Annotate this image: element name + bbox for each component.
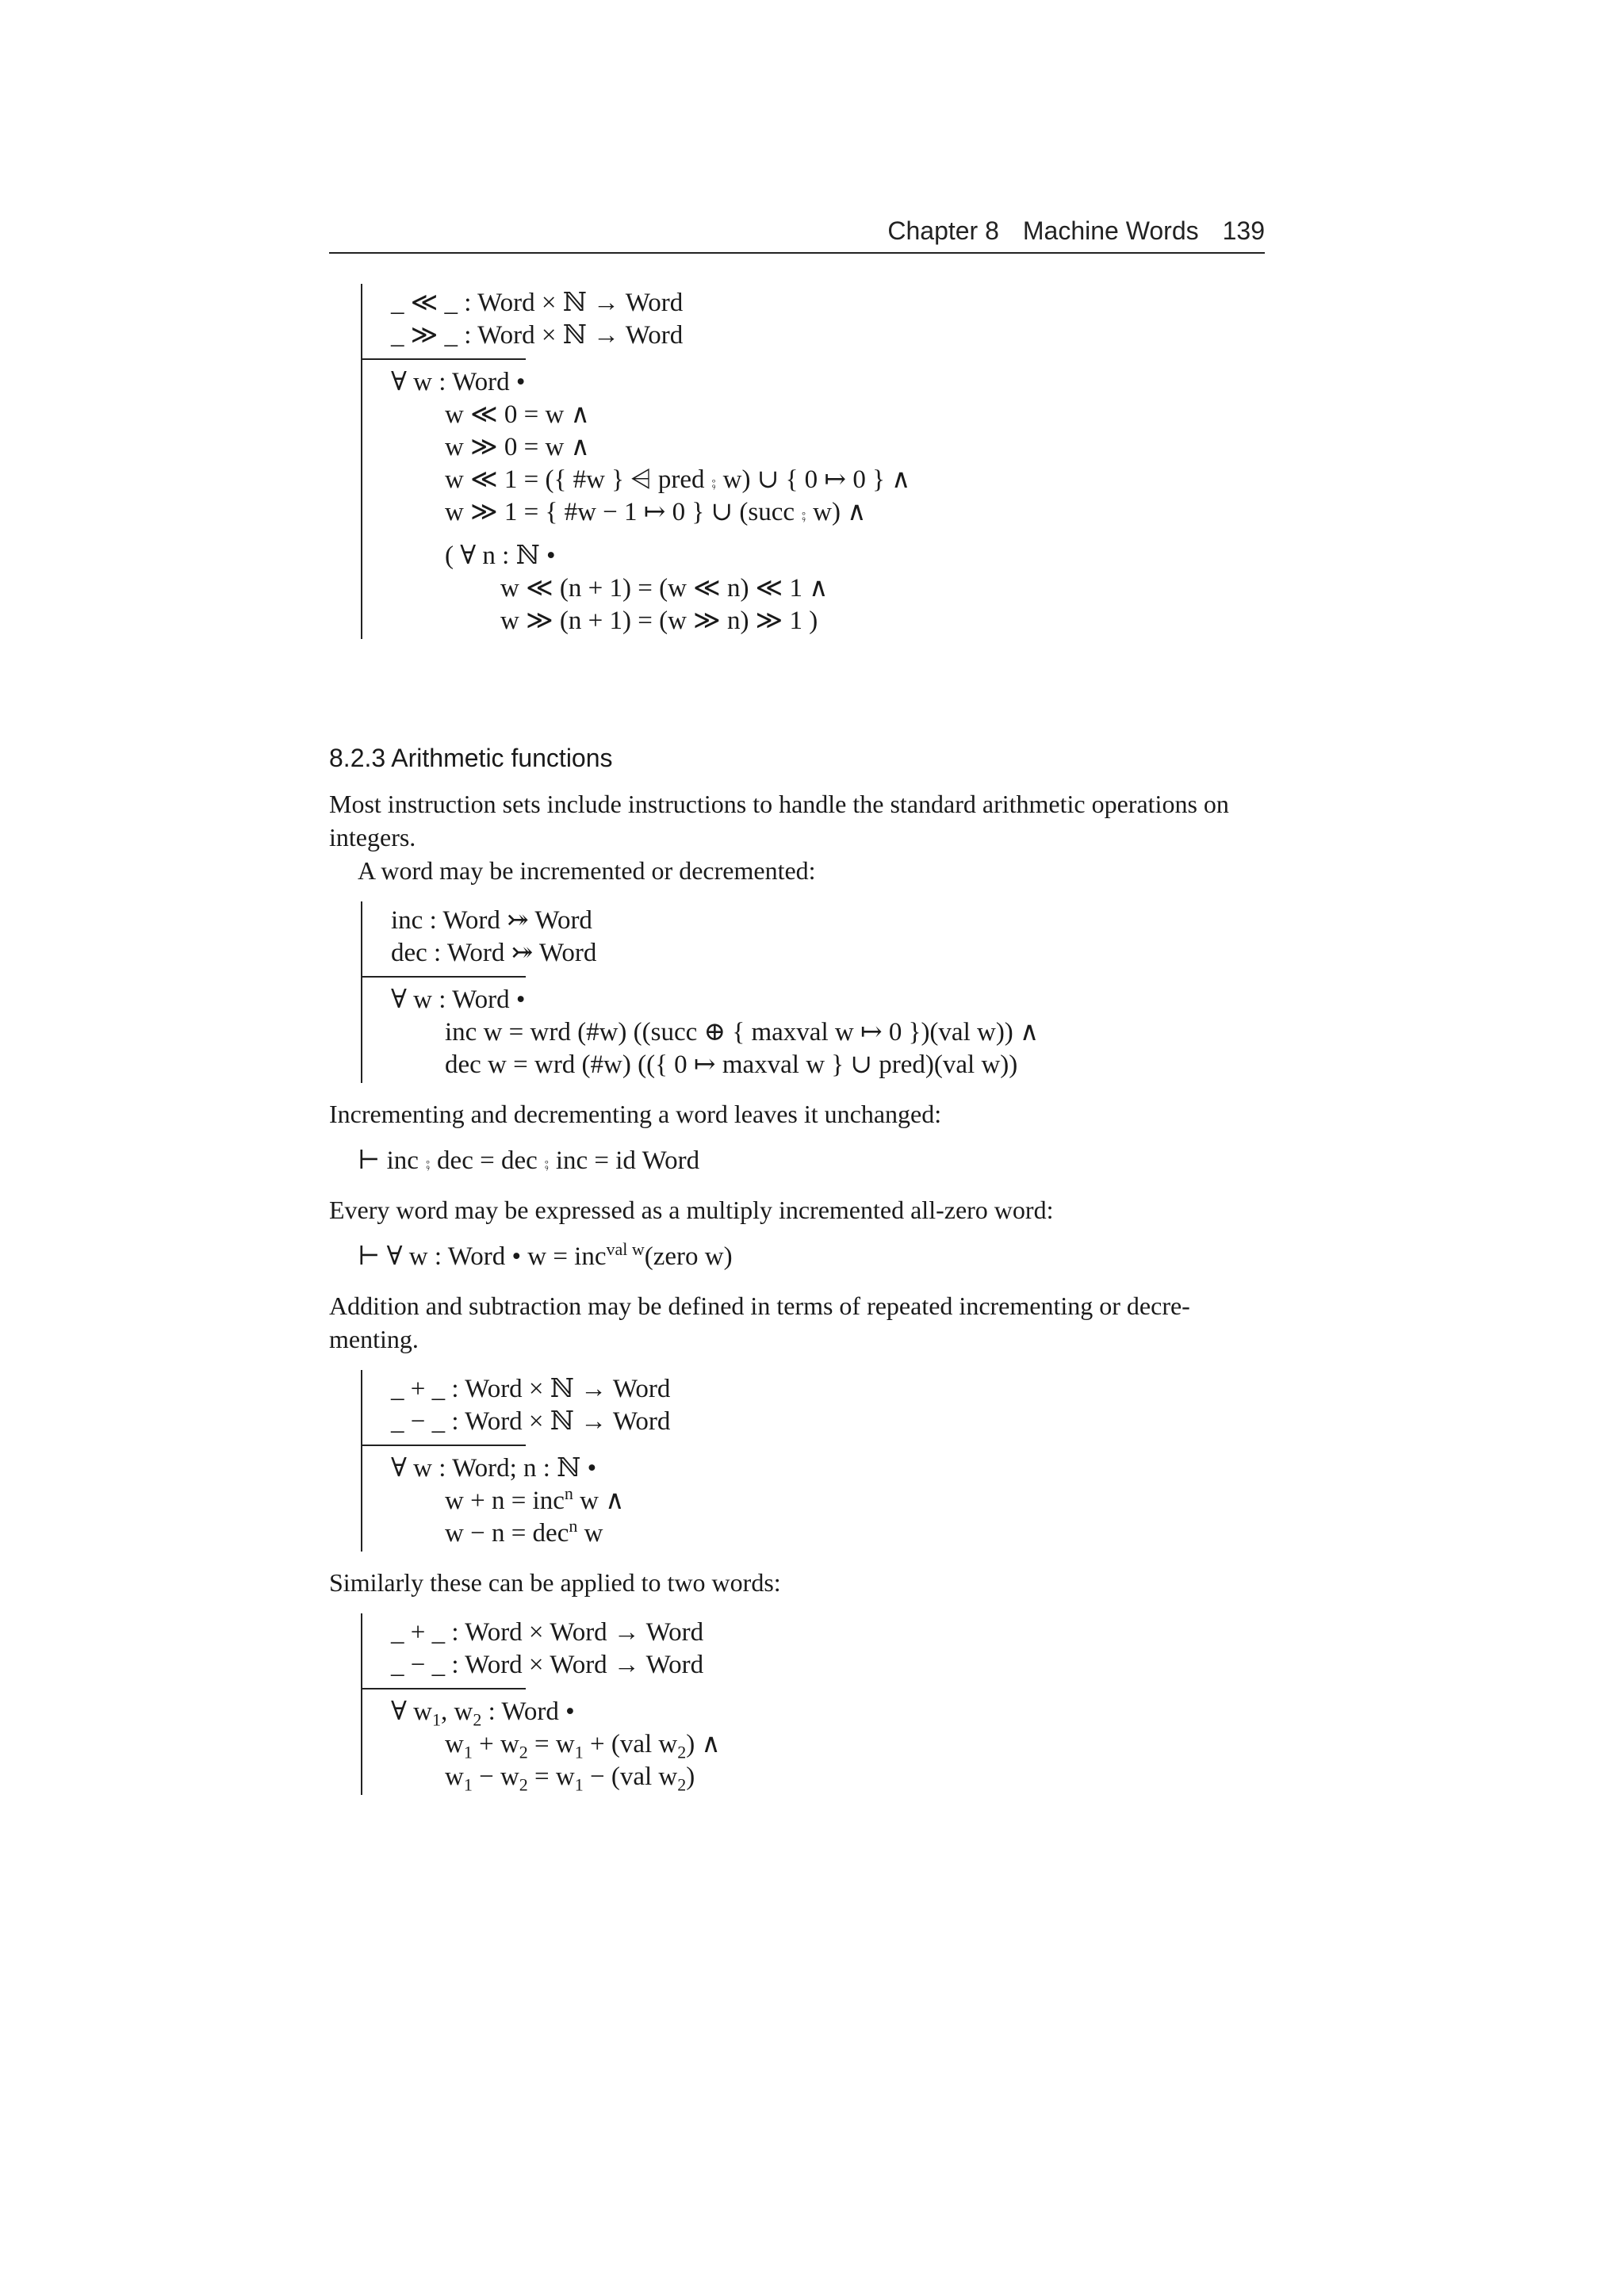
decl-dec: dec : Word ⤖ Word [391, 939, 597, 967]
pred-line: ∀ w : Word • [391, 368, 526, 396]
pred-line: w + n = inc$^n$ w ∧ [445, 1483, 625, 1515]
pred-line: w ≪ 0 = w ∧ [445, 400, 590, 429]
paragraph: Incrementing and decrementing a word leaves it unchanged: [329, 1100, 942, 1128]
decl-plus: _ + _ : Word × Word → Word [391, 1618, 704, 1647]
add-sub-word-schema [361, 1613, 1265, 1795]
running-header [329, 208, 1265, 254]
shift-schema [361, 284, 1265, 639]
page [329, 208, 1265, 1795]
paragraph: Most instruction sets include instructions to handle the standard arithmetic operations on integers. [329, 790, 1229, 851]
header-title: Machine Words [1022, 216, 1199, 245]
header-chapter: Chapter 8 [887, 216, 999, 245]
paragraph: Addition and subtraction may be defined in terms of repeated incrementing or decre-menting. [329, 1292, 1190, 1353]
pred-line: w − n = dec$^n$ w [445, 1516, 603, 1548]
add-sub-nat-schema [361, 1370, 1265, 1552]
decl-inc: inc : Word ⤖ Word [391, 906, 592, 935]
decl-minus: _ − _ : Word × Word → Word [391, 1651, 704, 1679]
decl-shift-right: _ ≫ _ : Word × ℕ → Word [391, 321, 684, 350]
section-heading: 8.2.3 Arithmetic functions [329, 744, 613, 772]
theorem-inc-dec: ⊢ inc ⨾ dec = dec ⨾ inc = id Word [358, 1146, 700, 1175]
schema-declarations [391, 901, 1265, 976]
schema-declarations [391, 1613, 1265, 1688]
pred-line: ∀ $w_1$, $w_2$ : Word • [391, 1697, 575, 1730]
schema-declarations [391, 1370, 1265, 1445]
schema-predicates [391, 365, 1265, 639]
pred-line: ( ∀ n : ℕ • [445, 541, 556, 570]
schema-separator [362, 358, 526, 360]
schema-separator [362, 1688, 526, 1689]
header-text [887, 216, 1265, 246]
schema-predicates [391, 982, 1265, 1083]
schema-declarations [391, 284, 1265, 358]
theorem-zero-inc: ⊢ ∀ w : Word • w = inc$^{val w}$(zero w) [358, 1239, 733, 1271]
pred-line: ∀ w : Word • [391, 985, 526, 1014]
pred-line: $w_1 - w_2 = w_1 - (val$ $w_2$) [445, 1762, 695, 1795]
decl-minus: _ − _ : Word × ℕ → Word [391, 1407, 671, 1436]
pred-line: inc w = wrd (#w) ((succ ⊕ { maxval w ↦ 0 })(val w)) ∧ [445, 1018, 1040, 1047]
pred-line: ∀ w : Word; n : ℕ • [391, 1454, 597, 1483]
decl-shift-left: _ ≪ _ : Word × ℕ → Word [391, 289, 684, 317]
pred-line: w ≫ (n + 1) = (w ≫ n) ≫ 1 ) [500, 607, 818, 635]
paragraph: A word may be incremented or decremented: [358, 856, 816, 885]
pred-line: w ≪ (n + 1) = (w ≪ n) ≪ 1 ∧ [500, 574, 829, 603]
page-number: 139 [1222, 216, 1265, 245]
pred-line: w ≪ 1 = ({ #w } ⩤ pred ⨾ w) ∪ { 0 ↦ 0 } ∧ [445, 465, 911, 494]
pred-line: w ≫ 1 = { #w − 1 ↦ 0 } ∪ (succ ⨾ w) ∧ [445, 498, 867, 526]
schema-predicates [391, 1694, 1265, 1795]
schema-separator [362, 1445, 526, 1446]
paragraph: Similarly these can be applied to two words: [329, 1568, 781, 1597]
pred-line: dec w = wrd (#w) (({ 0 ↦ maxval w } ∪ pred)(val w)) [445, 1050, 1018, 1079]
schema-separator [362, 976, 526, 978]
pred-line: w ≫ 0 = w ∧ [445, 433, 590, 461]
paragraph: Every word may be expressed as a multiply incremented all-zero word: [329, 1196, 1054, 1224]
inc-dec-schema [361, 901, 1265, 1083]
decl-plus: _ + _ : Word × ℕ → Word [391, 1375, 671, 1403]
schema-predicates [391, 1451, 1265, 1552]
pred-line: $w_1 + w_2 = w_1 + (val$ $w_2$) ∧ [445, 1730, 721, 1762]
